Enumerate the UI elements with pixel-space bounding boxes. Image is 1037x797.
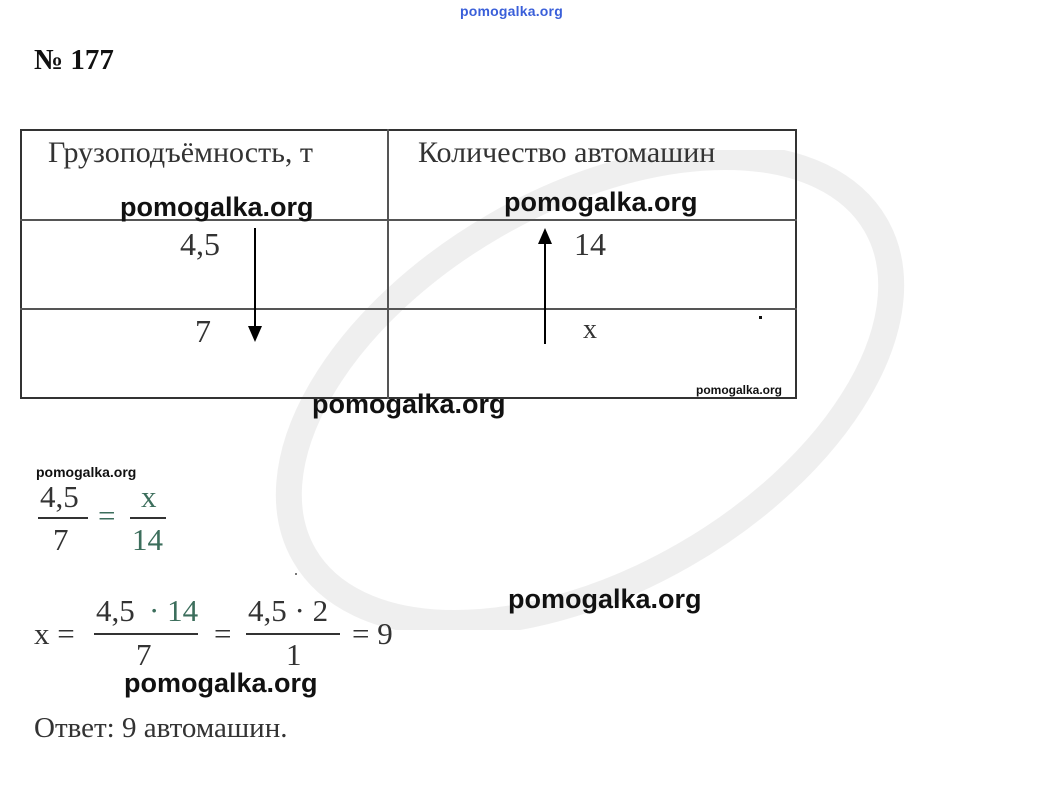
solution-frac2-numerator: 4,5 · 2	[248, 593, 329, 628]
watermark-top[interactable]: pomogalka.org	[460, 3, 563, 19]
proportion-right-fraction-bar	[130, 517, 166, 519]
watermark-right-middle[interactable]: pomogalka.org	[508, 584, 702, 614]
solution-result: = 9	[352, 616, 393, 651]
task-number: № 177	[34, 44, 114, 76]
proportion-left-fraction-bar	[38, 517, 88, 519]
answer-text: Ответ: 9 автомашин.	[34, 712, 288, 744]
stray-dot	[759, 316, 762, 319]
stray-dot-2	[295, 573, 297, 575]
proportion-right-denominator: 14	[132, 522, 163, 557]
table-header-vehicles: Количество автомашин	[418, 136, 716, 169]
solution-frac1-denominator: 7	[136, 637, 152, 672]
proportion-left-denominator: 7	[53, 522, 69, 557]
watermark-table-small[interactable]: pomogalka.org	[696, 383, 783, 397]
solution-frac2-denominator: 1	[286, 637, 302, 672]
proportion-left-numerator: 4,5	[40, 479, 79, 514]
table-column-divider	[387, 129, 389, 399]
table-header-capacity: Грузоподъёмность, т	[48, 136, 314, 169]
table-row-divider-2	[20, 308, 797, 310]
solution-frac1-numerator-a: 4,5	[96, 593, 135, 628]
solution-frac2-bar	[246, 633, 340, 635]
watermark-header-left[interactable]: pomogalka.org	[120, 192, 314, 222]
watermark-above-fraction[interactable]: pomogalka.org	[36, 464, 137, 480]
cell-capacity-row2: 7	[195, 313, 211, 349]
solution-equals: =	[214, 616, 232, 651]
cell-capacity-row1: 4,5	[180, 226, 220, 262]
watermark-header-right[interactable]: pomogalka.org	[504, 187, 698, 217]
proportion-right-numerator: x	[141, 479, 157, 514]
solution-frac1-bar	[94, 633, 198, 635]
down-arrow-icon	[240, 228, 270, 344]
watermark-below-table[interactable]: pomogalka.org	[312, 389, 506, 419]
proportion-equals: =	[98, 498, 116, 533]
solution-x-equals: x =	[34, 616, 75, 651]
solution-frac1-numerator-b: · 14	[149, 593, 199, 628]
up-arrow-icon	[530, 228, 560, 346]
cell-vehicles-row2: x	[583, 314, 597, 345]
watermark-above-answer[interactable]: pomogalka.org	[124, 668, 318, 698]
cell-vehicles-row1: 14	[574, 226, 606, 262]
